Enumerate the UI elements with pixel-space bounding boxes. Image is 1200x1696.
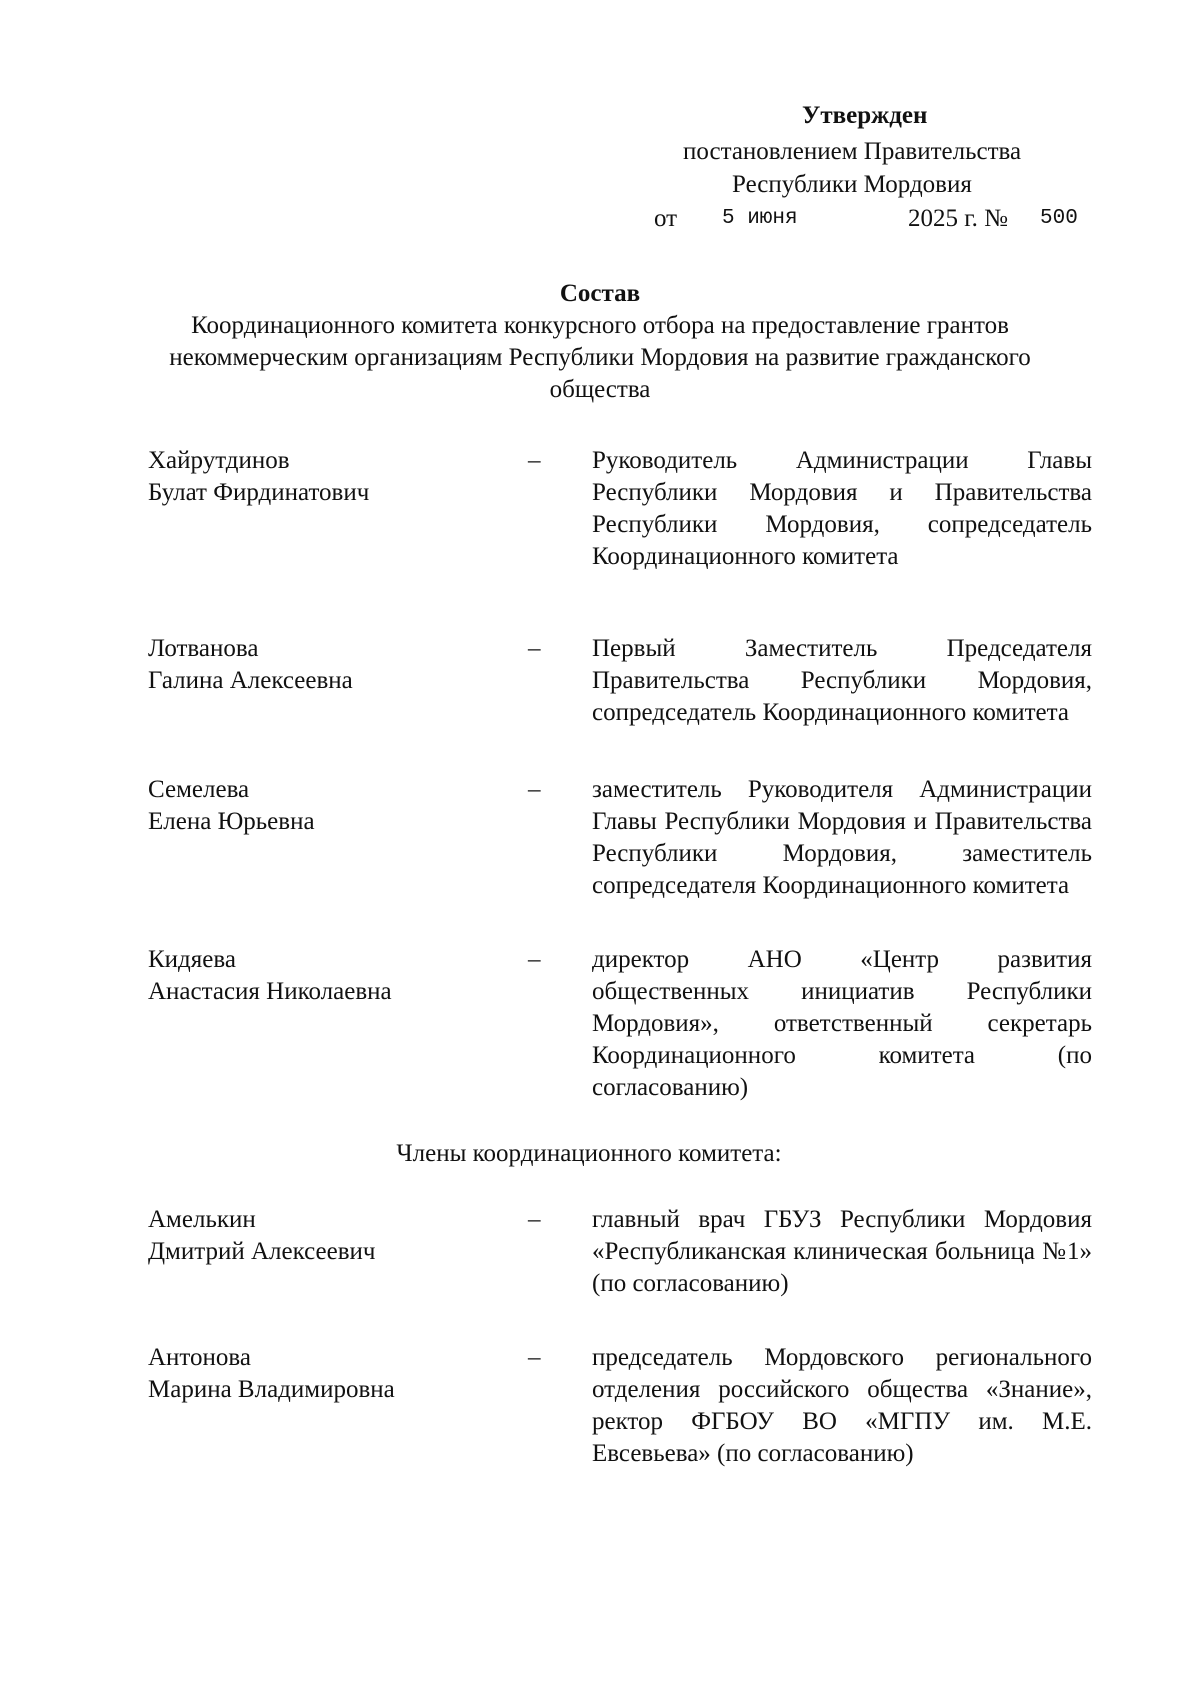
approval-heading: Утвержден bbox=[802, 102, 928, 129]
member-name bbox=[148, 944, 528, 1104]
committee-member-row bbox=[148, 1204, 1100, 1300]
member-given-name: Галина Алексеевна bbox=[148, 667, 353, 694]
member-name bbox=[148, 1342, 528, 1470]
member-role: главный врач ГБУЗ Республики Мордовия «Республиканская клиническая больница №1» (по согласованию) bbox=[592, 1206, 1092, 1297]
dash-separator: – bbox=[528, 447, 541, 474]
member-given-name: Анастасия Николаевна bbox=[148, 978, 392, 1005]
member-name bbox=[148, 445, 528, 573]
member-row bbox=[148, 633, 1100, 729]
member-row bbox=[148, 944, 1100, 1104]
member-surname: Семелева bbox=[148, 776, 250, 803]
committee-member-row bbox=[148, 1342, 1100, 1470]
dash-separator: – bbox=[528, 1206, 541, 1233]
member-row bbox=[148, 774, 1100, 902]
member-surname: Лотванова bbox=[148, 635, 259, 662]
member-surname: Амелькин bbox=[148, 1206, 256, 1233]
member-name bbox=[148, 1204, 528, 1300]
dash-separator: – bbox=[528, 1344, 541, 1371]
member-given-name: Дмитрий Алексеевич bbox=[148, 1238, 376, 1265]
approval-decree: постановлением Правительства bbox=[683, 138, 1022, 165]
approval-from-label: от bbox=[654, 205, 678, 232]
member-name bbox=[148, 633, 528, 729]
member-given-name: Елена Юрьевна bbox=[148, 808, 315, 835]
dash-separator: – bbox=[528, 635, 541, 662]
member-given-name: Марина Владимировна bbox=[148, 1376, 395, 1403]
approval-year: 2025 г. № bbox=[908, 205, 1009, 232]
member-role: председатель Мордовского регионального отделения российского общества «Знание», ректор ФГБОУ ВО «МГПУ им. М.Е. Евсевьева» (по согласованию) bbox=[592, 1344, 1092, 1467]
member-surname: Кидяева bbox=[148, 946, 236, 973]
member-role: Руководитель Администрации Главы Республики Мордовия и Правительства Республики Мордовия, сопредседатель Координационного комитета bbox=[592, 447, 1092, 570]
member-role: директор АНО «Центр развития общественных инициатив Республики Мордовия», ответственный секретарь Координационного комитета (по согласованию) bbox=[592, 946, 1092, 1101]
document-title: Состав bbox=[559, 280, 641, 307]
document-subtitle: Координационного комитета конкурсного отбора на предоставление грантов некоммерческим организациям Республики Мордовия на развитие гражданского общества bbox=[169, 312, 1031, 403]
members-section-heading: Члены координационного комитета: bbox=[396, 1140, 782, 1167]
dash-separator: – bbox=[528, 776, 541, 803]
members-list bbox=[148, 445, 1100, 1470]
approval-number: 500 bbox=[1040, 207, 1078, 230]
dash-separator: – bbox=[528, 946, 541, 973]
member-given-name: Булат Фирдинатович bbox=[148, 479, 370, 506]
member-name bbox=[148, 774, 528, 902]
approval-date: 5 июня bbox=[722, 207, 798, 230]
member-surname: Антонова bbox=[148, 1344, 251, 1371]
member-role: заместитель Руководителя Администрации Главы Республики Мордовия и Правительства Республики Мордовия, заместитель сопредседателя Координационного комитета bbox=[592, 776, 1092, 899]
document-title-block bbox=[100, 278, 1100, 406]
member-row bbox=[148, 445, 1100, 573]
member-role: Первый Заместитель Председателя Правительства Республики Мордовия, сопредседатель Координационного комитета bbox=[592, 635, 1092, 726]
approval-republic: Республики Мордовия bbox=[732, 171, 972, 198]
member-surname: Хайрутдинов bbox=[148, 447, 290, 474]
